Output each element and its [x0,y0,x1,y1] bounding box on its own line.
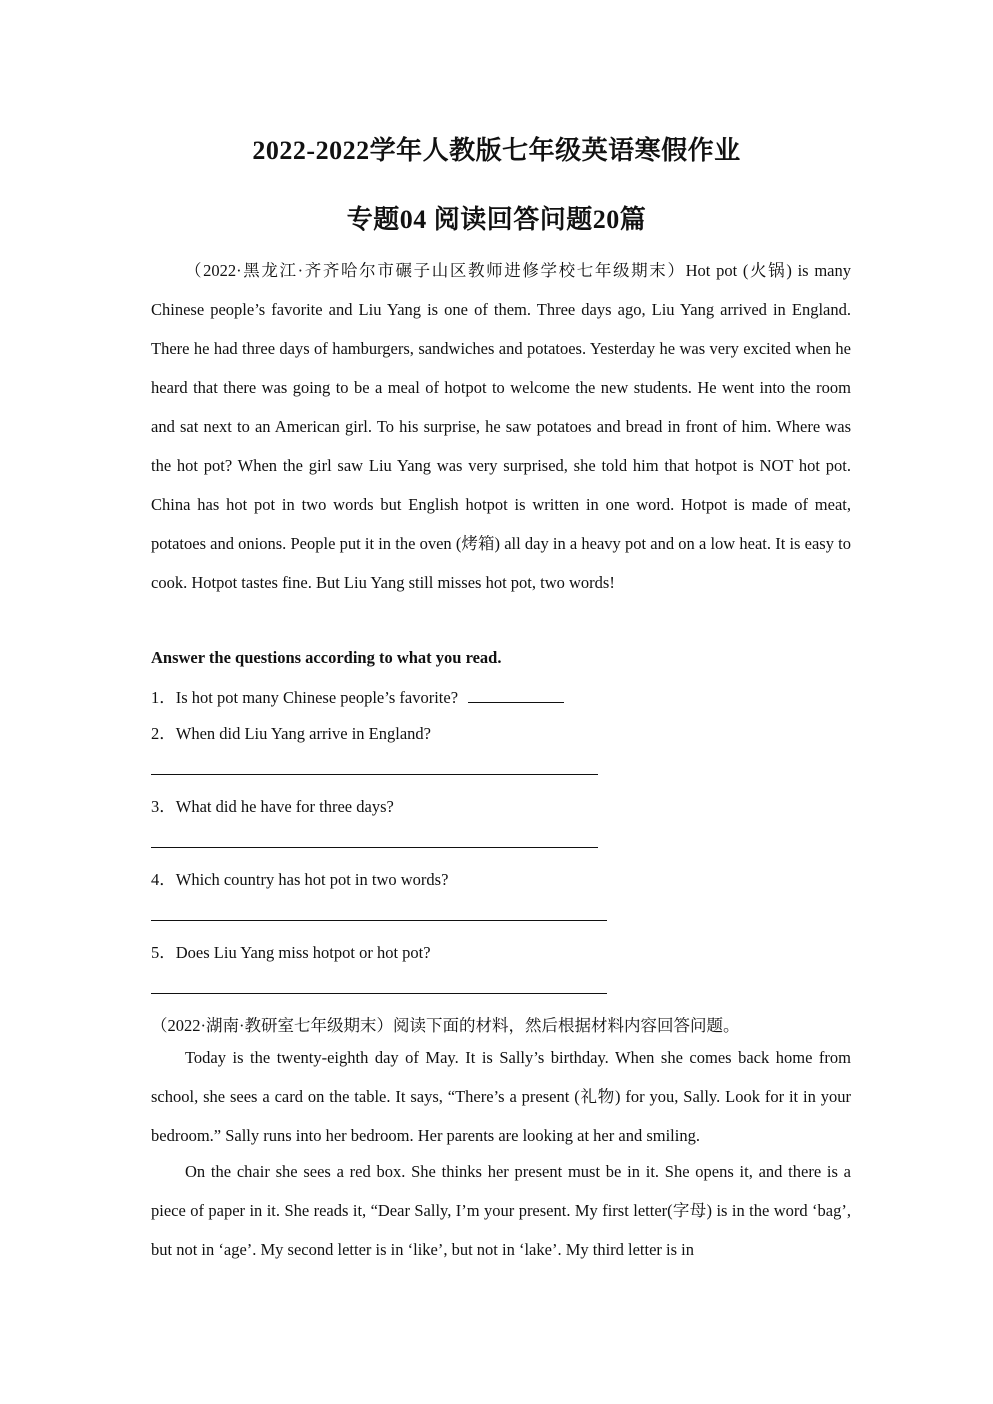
question-5: 5．Does Liu Yang miss hotpot or hot pot? [151,943,431,962]
passage-2-paragraph-1: Today is the twenty-eighth day of May. It is Sally’s birthday. When she comes back home from school, she sees a card on the table. It says, “There’s a present (礼物) for you, Sally. Look for it in your bedroom.” Sally runs into her bedroom. Her parents are looking at her and smiling. [151,1048,851,1145]
document-title: 2022-2022学年人教版七年级英语寒假作业 [252,136,741,165]
question-1-text: 1．Is hot pot many Chinese people’s favorite? [151,688,459,707]
answer-line-5[interactable] [151,993,607,994]
passage-2-source: （2022·湖南·教研室七年级期末）阅读下面的材料，然后根据材料内容回答问题。 [151,1016,740,1035]
question-2: 2．When did Liu Yang arrive in England? [151,724,431,743]
document-subtitle: 专题04 阅读回答问题20篇 [346,205,647,234]
answer-blank-1[interactable] [468,688,564,703]
passage-1-text: （2022·黑龙江·齐齐哈尔市碾子山区教师进修学校七年级期末）Hot pot (火锅) is many Chinese people’s favorite and Liu Yang is one of them. Three days ago, Liu Yang arrived in England. There he had three days of hamburgers, sandwiches and potatoes. Yesterday he was very excited when he heard that there was going to be a meal of hotpot to welcome the new students. He went into the room and sat next to an American girl. To his surprise, he saw potatoes and bread in front of him. Where was the hot pot? When the girl saw Liu Yang was very surprised, she told him that hotpot is NOT hot pot. China has hot pot in two words but English hotpot is written in one word. Hotpot is made of meat, potatoes and onions. People put it in the oven (烤箱) all day in a heavy pot and on a low heat. It is easy to cook. Hotpot tastes fine. But Liu Yang still misses hot pot, two words! [151,261,851,592]
question-1 [151,684,564,708]
question-4: 4．Which country has hot pot in two words? [151,870,449,889]
passage-2-paragraph-2: On the chair she sees a red box. She thinks her present must be in it. She opens it, and there is a piece of paper in it. She reads it, “Dear Sally, I’m your present. My first letter(字母) is in the word ‘bag’, but not in ‘age’. My second letter is in ‘like’, but not in ‘lake’. My third letter is in [151,1162,851,1259]
answer-line-3[interactable] [151,847,598,848]
answer-line-4[interactable] [151,920,607,921]
question-3: 3．What did he have for three days? [151,797,394,816]
answer-line-2[interactable] [151,774,598,775]
passage-1-instruction: Answer the questions according to what you read. [151,648,502,667]
